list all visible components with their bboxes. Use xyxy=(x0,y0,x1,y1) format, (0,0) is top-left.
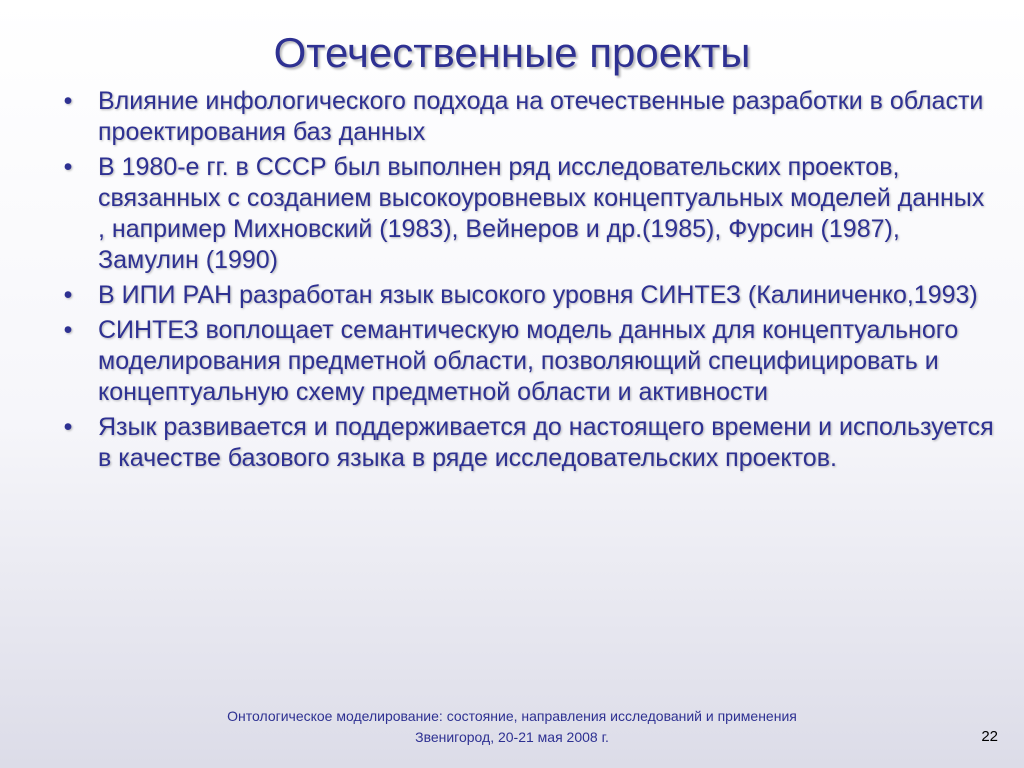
bullet-text: В ИПИ РАН разработан язык высокого уровня СИНТЕЗ (Калиниченко,1993) xyxy=(98,281,978,309)
bullet-icon: • xyxy=(63,281,73,309)
bullet-item xyxy=(56,412,996,474)
bullet-icon: • xyxy=(63,153,73,181)
bullet-item xyxy=(56,86,996,148)
footer-conference-title: Онтологическое моделирование: состояние, направления исследований и применения xyxy=(227,708,797,724)
bullet-icon: • xyxy=(63,87,73,115)
bullet-text: Влияние инфологического подхода на отечественные разработки в области проектирования баз данных xyxy=(98,87,984,146)
page-number: 22 xyxy=(981,728,998,745)
bullet-text: СИНТЕЗ воплощает семантическую модель данных для концептуального моделирования предметной области, позволяющий специфицировать и концептуальную схему предметной области и активности xyxy=(98,316,959,406)
slide-title: Отечественные проекты xyxy=(273,29,751,76)
bullet-list xyxy=(56,86,996,478)
bullet-item xyxy=(56,280,996,311)
slide-footer xyxy=(0,706,1024,748)
bullet-icon: • xyxy=(63,316,73,344)
bullet-text: Язык развивается и поддерживается до настоящего времени и используется в качестве базового языка в ряде исследовательских проектов. xyxy=(98,413,994,472)
bullet-icon: • xyxy=(63,413,73,441)
bullet-item xyxy=(56,152,996,276)
bullet-text: В 1980-е гг. в СССР был выполнен ряд исследовательских проектов, связанных с созданием высокоуровневых концептуальных моделей данных , например Михновский (1983), Вейнеров и др.(1985), Фурсин (1987), Замулин (1990) xyxy=(98,153,985,274)
footer-location-date: Звенигород, 20-21 мая 2008 г. xyxy=(415,729,609,745)
bullet-item xyxy=(56,315,996,408)
